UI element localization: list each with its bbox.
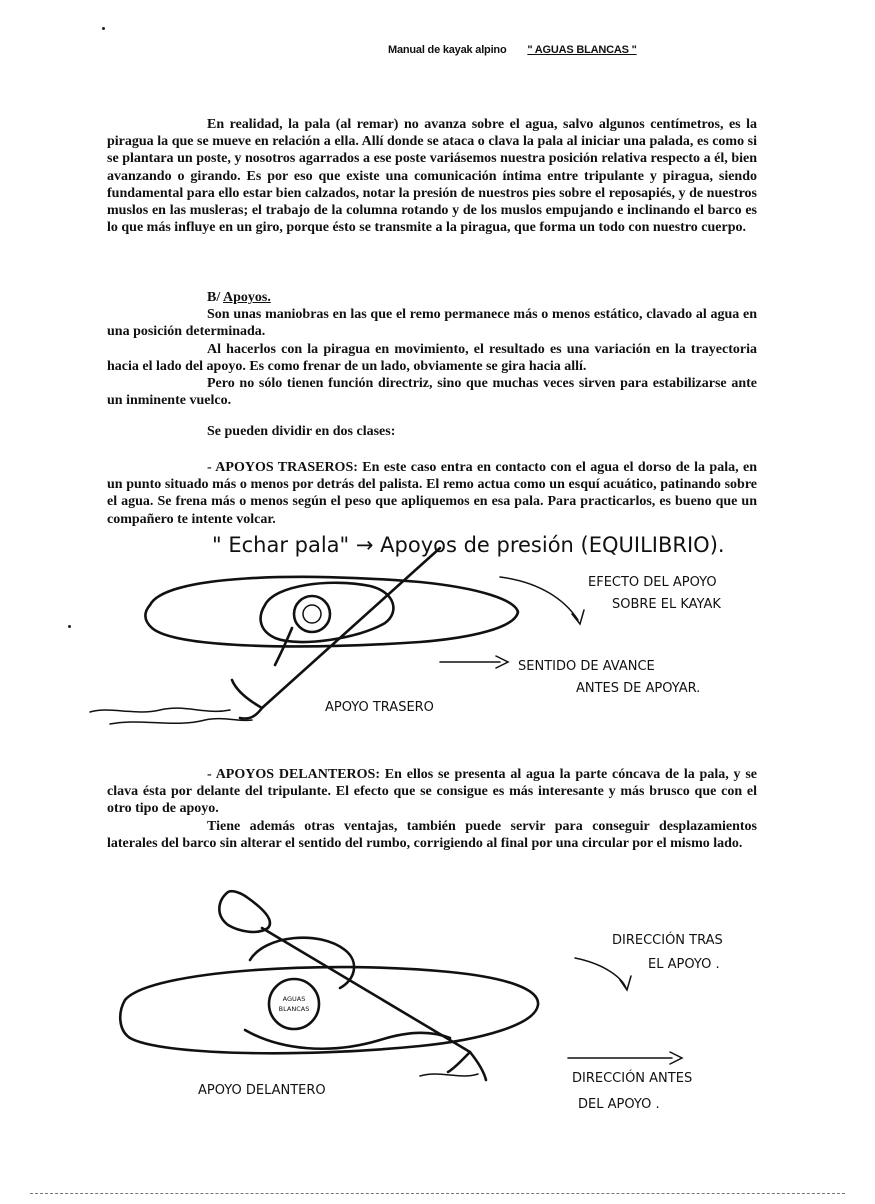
scan-speck bbox=[102, 27, 105, 30]
scan-bottom-edge bbox=[30, 1193, 845, 1194]
traseros-text: En este caso entra en contacto con el agua el dorso de la pala, en un punto situado más o menos por detrás del palista. El remo actua como un esquí acuático, patinando sobre el agua. Se frena más o menos según el peso que apliquemos en esa pala. Para practicarlos, es bueno que un compañero te intente volcar. bbox=[107, 460, 757, 527]
after-label-line2: EL APOYO . bbox=[648, 957, 720, 972]
page-header bbox=[388, 44, 637, 56]
section-prefix: B/ bbox=[207, 290, 221, 305]
vest-label-line1: AGUAS bbox=[282, 995, 306, 1003]
kayak-hull bbox=[120, 967, 538, 1053]
section-title: Apoyos. bbox=[222, 290, 271, 305]
cockpit-rim bbox=[261, 583, 394, 642]
helmet-detail bbox=[303, 605, 321, 623]
intro-paragraph: En realidad, la pala (al remar) no avanza sobre el agua, salvo algunos centímetros, es la piragua la que se mueve en relación a ella. Allí donde se ataca o clava la pala al iniciar una palada, es como si se plantara un poste, y nosotros agarrados a ese poste variásemos nuestra posición relativa respecto a él, bien avanzando o girando. Es por eso que existe una comunicación íntima entre tripulante y piragua, siendo fundamental para ello estar bien calzados, notar la presión de nuestros pies sobre el reposapiés, y de nuestros muslos en las musleras; el trabajo de la columna rotando y de los muslos empujando e inclinando el barco es lo que más influye en un giro, porque ésto se transmite a la piragua, que forma un todo con nuestro cuerpo. bbox=[107, 117, 757, 236]
delanteros-text: En ellos se presenta al agua la parte cóncava de la pala, y se clava ésta por delante del tripulante. El efecto que se consigue es más interesante y más brusco que con el otro tipo de apoyo. bbox=[107, 767, 757, 817]
vest-label-line2: BLANCAS bbox=[278, 1005, 310, 1013]
figure1-handwritten-title: " Echar pala" → Apoyos de presión (EQUILIBRIO). bbox=[212, 533, 725, 557]
paddle-shaft bbox=[262, 548, 440, 708]
kayak-hull bbox=[145, 577, 518, 647]
traseros-block bbox=[107, 459, 757, 528]
traseros-paragraph bbox=[107, 459, 757, 528]
before-label-line1: DIRECCIÓN ANTES bbox=[572, 1071, 693, 1086]
delanteros-lead: - APOYOS DELANTEROS: bbox=[207, 767, 380, 782]
after-label-line1: DIRECCIÓN TRAS bbox=[612, 933, 723, 948]
section-heading bbox=[107, 289, 757, 306]
water-splash bbox=[420, 1074, 478, 1076]
apoyos-paragraph-1: Son unas maniobras en las que el remo permanece más o menos estático, clavado al agua en una posición determinada. bbox=[107, 307, 757, 340]
before-label-line2: DEL APOYO . bbox=[578, 1097, 660, 1112]
manual-title: Manual de kayak alpino bbox=[388, 44, 507, 56]
paddle-upper-blade bbox=[219, 891, 270, 932]
apoyos-paragraph-4: Se pueden dividir en dos clases: bbox=[207, 424, 396, 440]
paddle-blade bbox=[232, 680, 262, 719]
series-title: " AGUAS BLANCAS " bbox=[527, 44, 637, 56]
paddler-helmet bbox=[294, 596, 330, 632]
delanteros-block bbox=[107, 766, 757, 852]
delanteros-paragraph-2: Tiene además otras ventajas, también puede servir para conseguir desplazamientos laterales del barco sin alterar el sentido del rumbo, corrigiendo al final por una circular por el mismo lado. bbox=[107, 818, 757, 851]
figure2-caption: APOYO DELANTERO bbox=[198, 1083, 326, 1098]
intro-block bbox=[107, 116, 757, 236]
apoyos-paragraph-3: Pero no sólo tienen función directriz, sino que muchas veces sirven para estabilizarse ante un inminente vuelco. bbox=[107, 376, 757, 409]
effect-curved-arrow bbox=[500, 577, 584, 624]
apoyos-paragraph-2: Al hacerlos con la piragua en movimiento, el resultado es una variación en la trayectoria hacia el lado del apoyo. Es como frenar de un lado, obviamente se gira hacia allí. bbox=[107, 341, 757, 374]
advance-label-line2: ANTES DE APOYAR. bbox=[576, 681, 701, 696]
figure-apoyo-trasero bbox=[0, 520, 875, 745]
figure-apoyo-delantero bbox=[0, 880, 875, 1130]
advance-label-line1: SENTIDO DE AVANCE bbox=[518, 659, 655, 674]
traseros-lead: - APOYOS TRASEROS: bbox=[207, 460, 358, 475]
effect-label-line2: SOBRE EL KAYAK bbox=[612, 597, 721, 612]
delanteros-paragraph bbox=[107, 766, 757, 818]
after-curved-arrow bbox=[575, 958, 631, 990]
figure1-caption: APOYO TRASERO bbox=[325, 700, 434, 715]
paddler-helmet bbox=[269, 979, 319, 1029]
effect-label-line1: EFECTO DEL APOYO bbox=[588, 575, 717, 590]
water-lines bbox=[90, 708, 252, 724]
section-apoyos bbox=[107, 289, 757, 441]
